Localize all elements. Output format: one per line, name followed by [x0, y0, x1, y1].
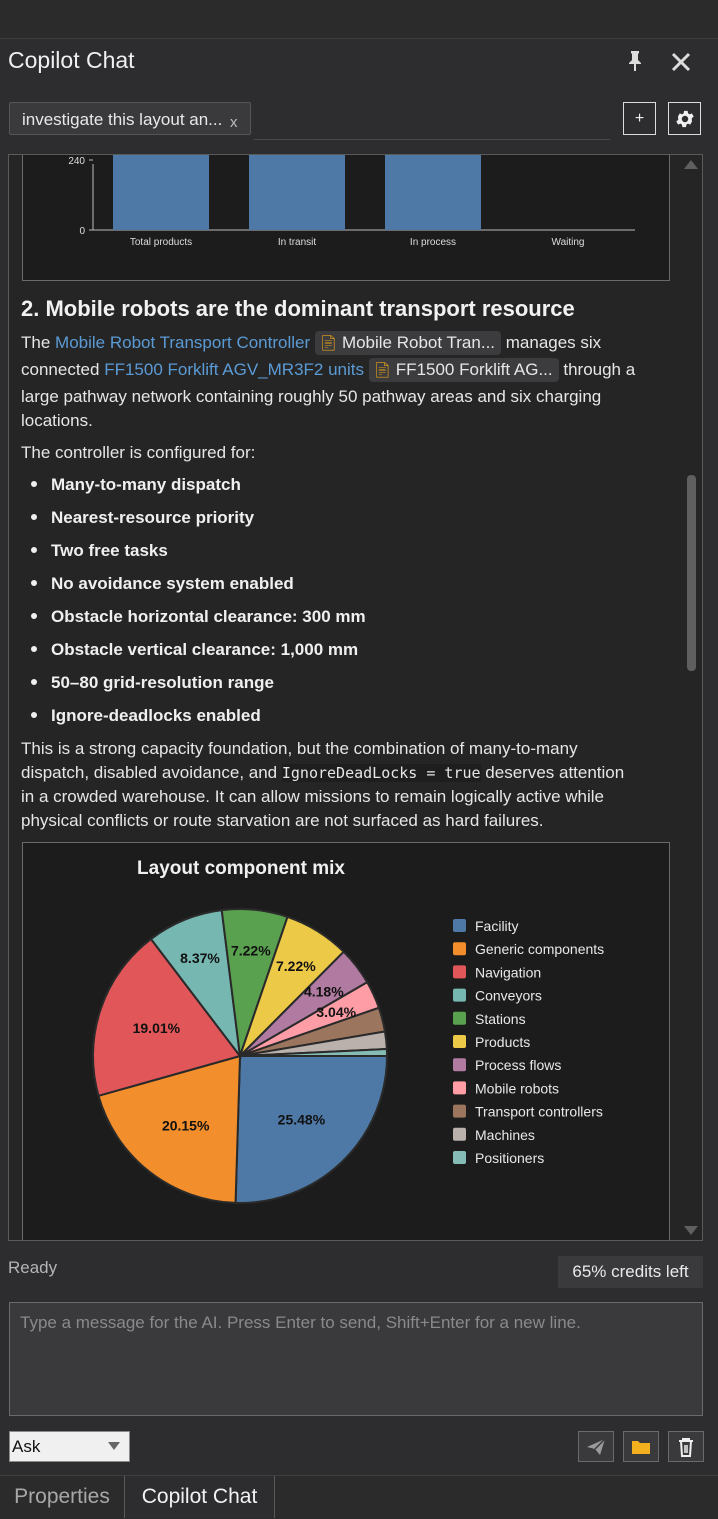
legend-swatch	[453, 1105, 466, 1118]
pie-chart-image	[22, 842, 670, 1241]
window-top-bar	[0, 0, 718, 39]
close-icon[interactable]	[670, 51, 692, 79]
legend-swatch	[453, 1035, 466, 1048]
reference-icon: 📄︎	[372, 362, 392, 379]
pie-chart-title: Layout component mix	[137, 858, 345, 879]
bar-in-transit	[249, 154, 345, 230]
bullet-item	[31, 640, 358, 660]
gear-icon	[674, 108, 696, 130]
paragraph-line: This is a strong capacity foundation, but the combination of many-to-many	[21, 739, 578, 758]
bullet-text: Two free tasks	[51, 541, 168, 560]
paragraph-line: physical conflicts or route starvation are not surfaced as hard failures.	[21, 811, 544, 830]
legend-swatch	[453, 1081, 466, 1094]
bullet-text: Obstacle vertical clearance: 1,000 mm	[51, 640, 359, 659]
reference-icon: 📄︎	[318, 335, 338, 352]
legend-swatch	[453, 1151, 466, 1164]
legend-swatch	[453, 942, 466, 955]
legend-label: Conveyors	[475, 987, 542, 1004]
trash-icon	[677, 1437, 695, 1457]
text-run: through a	[563, 360, 636, 379]
bullet-text: No avoidance system enabled	[51, 574, 294, 593]
bullet-text: Nearest-resource priority	[51, 508, 255, 527]
legend-swatch	[453, 1012, 466, 1025]
bullet-item	[31, 706, 261, 726]
pie-slice-label: 3.04%	[316, 1003, 357, 1020]
folder-icon	[631, 1439, 651, 1455]
bullet-item	[31, 574, 294, 594]
legend-swatch	[453, 919, 466, 932]
text-run: manages six	[505, 333, 602, 352]
text-run: deserves attention	[485, 763, 625, 782]
bullet-item	[31, 673, 274, 693]
paragraph-line: large pathway network containing roughly 50 pathway areas and six charging	[21, 387, 602, 406]
bar-total-products	[113, 154, 209, 230]
text-run: The	[21, 333, 51, 352]
bullet-text: Obstacle horizontal clearance: 300 mm	[51, 607, 366, 626]
legend-swatch	[453, 989, 466, 1002]
mode-dropdown-value[interactable]: Ask	[12, 1437, 41, 1456]
bullet-item	[31, 508, 254, 528]
text-run: connected	[21, 360, 100, 379]
bullet-text: Ignore-deadlocks enabled	[51, 706, 261, 725]
bullet-text: 50–80 grid-resolution range	[51, 673, 274, 692]
legend-label: Products	[475, 1034, 531, 1050]
bar-chart-category-label: In transit	[277, 237, 317, 248]
send-icon	[586, 1438, 606, 1456]
reference-chip[interactable]	[369, 358, 559, 382]
scroll-down-arrow[interactable]	[684, 1226, 698, 1235]
pie-slice-label: 19.01%	[132, 1020, 181, 1037]
link-mobile-robot-transport-controller[interactable]: Mobile Robot Transport Controller	[55, 333, 311, 352]
new-chat-button[interactable]: +	[623, 102, 656, 135]
legend-swatch	[453, 1128, 466, 1141]
legend-label: Process flows	[475, 1057, 562, 1074]
bar-chart-tick-240: 240	[68, 156, 85, 167]
conversation-tab-label[interactable]: investigate this layout an...	[22, 110, 223, 129]
legend-label: Machines	[475, 1126, 535, 1143]
message-input[interactable]	[10, 1303, 702, 1415]
reference-chip-label: FF1500 Forklift AG...	[395, 360, 553, 379]
bar-chart-category-label: Waiting	[551, 237, 585, 248]
paragraph: The controller is configured for:	[21, 443, 256, 462]
pie-slice-label: 25.48%	[277, 1111, 326, 1128]
bar-chart-category-label: In process	[409, 237, 457, 248]
scrollbar-thumb[interactable]	[687, 475, 696, 671]
pie-slice-label: 7.22%	[230, 942, 271, 959]
paragraph-line	[21, 761, 624, 785]
section-heading: 2. Mobile robots are the dominant transport resource	[21, 296, 575, 321]
pie-slice-label: 20.15%	[161, 1117, 210, 1134]
status-text: Ready	[8, 1258, 58, 1277]
tab-strip-divider	[254, 139, 610, 140]
pie-slice-label: 4.18%	[303, 983, 344, 1000]
settings-button[interactable]	[668, 102, 701, 135]
clear-chat-button[interactable]	[668, 1431, 704, 1462]
pie-slice-label: 8.37%	[180, 950, 220, 967]
legend-label: Positioners	[475, 1150, 545, 1166]
bullet-text: Many-to-many dispatch	[51, 475, 241, 494]
link-ff1500-forklift-units[interactable]: FF1500 Forklift AGV_MR3F2 units	[104, 360, 365, 379]
paragraph-line	[21, 358, 635, 382]
pie-slice-label: 7.22%	[276, 958, 316, 975]
reference-chip-label: Mobile Robot Tran...	[341, 333, 496, 352]
panel-title: Copilot Chat	[8, 47, 135, 73]
bullet-item	[31, 541, 168, 561]
bar-chart-category-label: Total products	[129, 237, 193, 248]
chat-scrollbar[interactable]	[681, 156, 701, 1239]
legend-label: Facility	[475, 918, 519, 934]
reference-chip[interactable]	[315, 331, 501, 355]
scroll-up-arrow[interactable]	[684, 160, 698, 169]
legend-swatch	[453, 965, 466, 978]
paragraph-line: locations.	[21, 411, 93, 430]
credits-badge: 65% credits left	[558, 1256, 703, 1288]
send-button[interactable]	[578, 1431, 614, 1462]
legend-label: Navigation	[475, 964, 542, 981]
conversation-tab-close-button[interactable]: x	[230, 114, 238, 131]
paragraph-line	[21, 331, 601, 355]
pin-icon[interactable]	[625, 50, 645, 78]
bar-in-process	[385, 154, 481, 230]
text-run: dispatch, disabled avoidance, and	[21, 763, 278, 782]
paragraph-line: in a crowded warehouse. It can allow missions to remain logically active while	[21, 787, 604, 806]
attach-folder-button[interactable]	[623, 1431, 659, 1462]
inline-code: IgnoreDeadLocks = true	[281, 764, 481, 782]
pie-slice	[236, 1056, 387, 1203]
bullet-item	[31, 475, 241, 495]
tab-properties[interactable]: Properties	[14, 1485, 110, 1508]
legend-label: Mobile robots	[475, 1080, 560, 1097]
tab-copilot-chat[interactable]: Copilot Chat	[124, 1476, 275, 1518]
message-box[interactable]	[9, 1302, 703, 1416]
legend-label: Transport controllers	[475, 1103, 603, 1120]
bar-chart-tick-0: 0	[79, 226, 85, 237]
legend-label: Generic components	[475, 941, 605, 958]
bar-chart-image	[22, 154, 670, 281]
legend-label: Stations	[475, 1010, 526, 1027]
bullet-item	[31, 607, 366, 627]
chevron-down-icon[interactable]	[108, 1442, 120, 1450]
legend-swatch	[453, 1058, 466, 1071]
